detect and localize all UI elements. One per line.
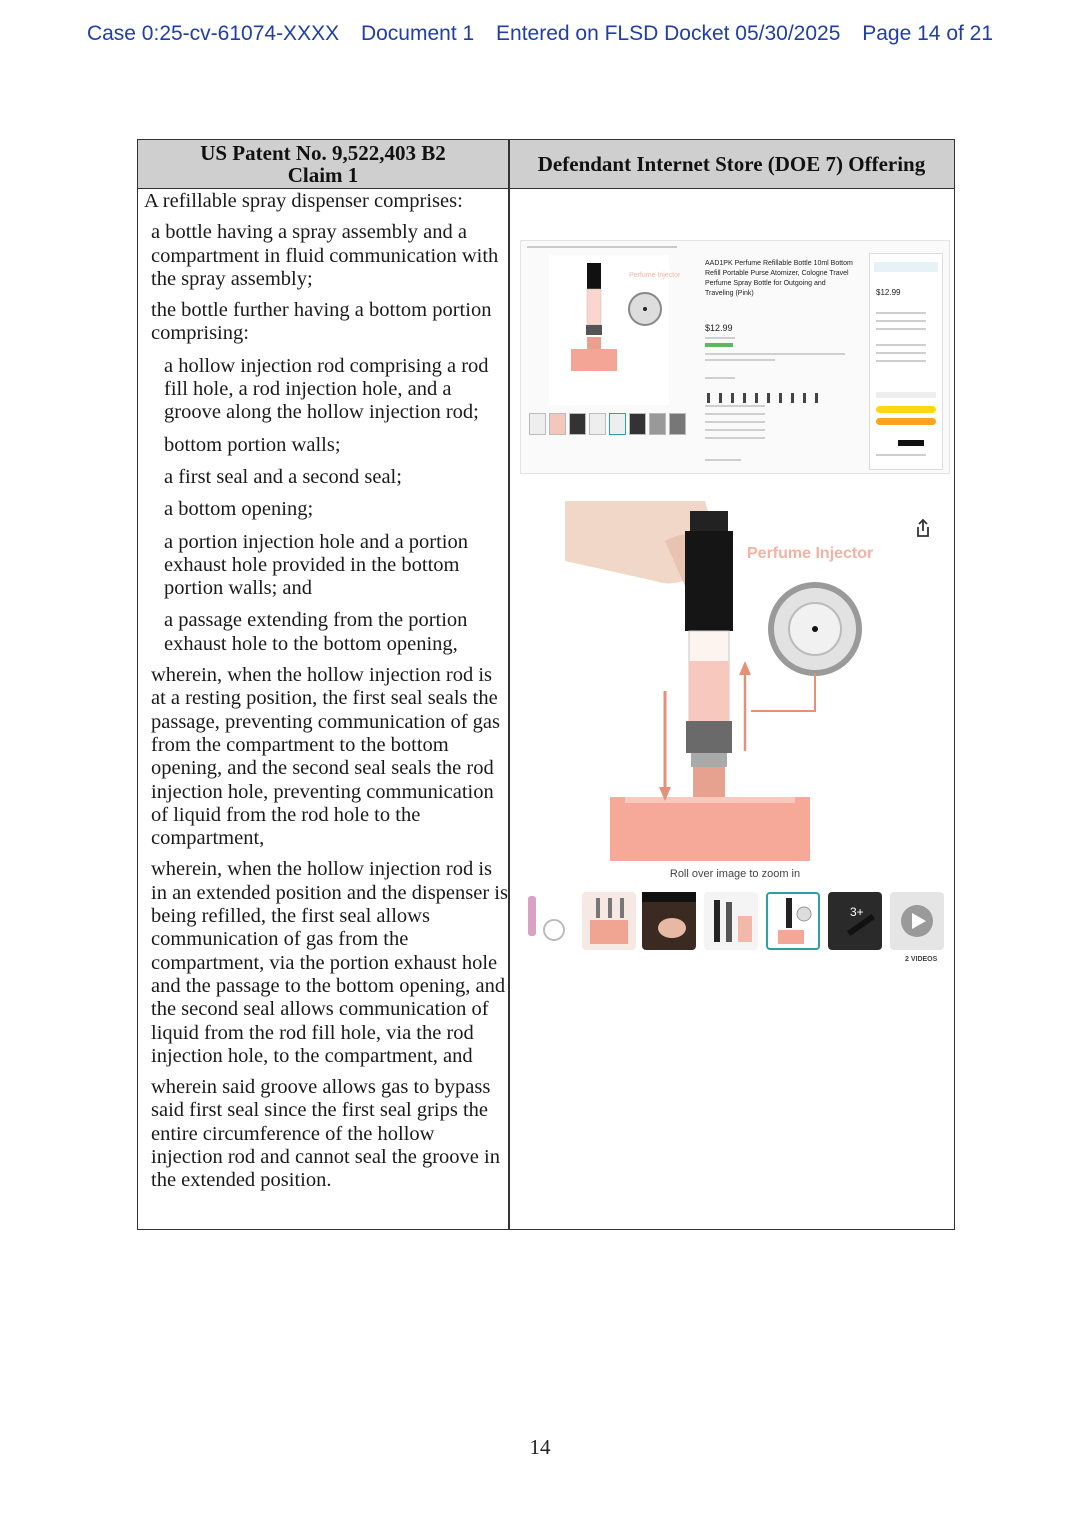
claim-element: a bottle having a spray assembly and a compartment in fluid communication with the spray assembly; [151,221,499,290]
thumb-compare-icon [704,892,758,950]
play-icon [890,892,944,950]
buy-box [869,253,943,470]
thumbnail-selected[interactable] [766,892,820,950]
text-line [705,353,845,355]
docket-entry: Entered on FLSD Docket 05/30/2025 [496,22,841,45]
style-swatch[interactable] [803,393,806,403]
text-line [705,337,735,339]
docket-header [0,22,1080,46]
thumbnail[interactable] [522,892,576,950]
claim-label: Claim 1 [287,163,359,187]
style-swatch[interactable] [743,393,746,403]
listing-thumb[interactable] [549,413,566,435]
breadcrumb [527,246,677,248]
thumb-injector-icon [768,894,818,948]
style-swatch[interactable] [767,393,770,403]
claim-element: a portion injection hole and a portion exhaust hole provided in the bottom portion walls; and [164,530,469,600]
listing-thumb[interactable] [569,413,586,435]
perfume-injector-label: Perfume Injector [747,545,874,562]
text-line [876,344,926,346]
claim-element: A refillable spray dispenser comprises: [144,190,463,212]
table-header-row [138,140,954,189]
document-number: Document 1 [360,22,475,45]
claim-chart-table [137,139,955,1230]
listing-price: $12.99 [705,323,733,333]
text-line [705,429,765,431]
zoom-hint: Roll over image to zoom in [669,868,801,880]
claim-element: a hollow injection rod comprising a rod fill hole, a rod injection hole, and a groove along the hollow injection rod; [164,354,489,424]
claim-element: wherein said groove allows gas to bypass said first seal since the first seal grips the entire circumference of the hollow injection rod and cannot seal the groove in the extended position. [151,1076,500,1192]
thumbnail[interactable] [704,892,758,950]
listing-thumb[interactable] [589,413,606,435]
claim-element: wherein, when the hollow injection rod is in an extended position and the dispenser is being refilled, the first seal allows communication of gas from the compartment, via the portion exhaust hole and the passage to the bottom opening, and the second seal allows communication of liquid from the rod fill hole, via the rod injection hole, to the compartment, and [151,858,508,1067]
style-swatch[interactable] [755,393,758,403]
delivery-banner [874,262,938,272]
listing-thumb[interactable] [649,413,666,435]
thumbnail-more[interactable] [828,892,882,950]
product-main-image [565,501,885,861]
add-to-cart-button[interactable] [876,406,936,413]
videos-label: 2 VIDEOS [905,956,938,963]
text-line [876,352,926,354]
thumb-atomizer-icon [522,892,576,950]
claim-element: a bottom opening; [164,498,314,521]
claim-element: the bottle further having a bottom portion comprising: [151,299,492,345]
text-line [705,413,765,415]
video-thumbnail[interactable] [890,892,944,950]
thumb-more-icon [828,892,882,950]
text-line [876,454,926,456]
text-line [705,459,741,461]
product-listing-screenshot [520,240,950,474]
thumb-bottles-icon [582,892,636,950]
text-line [705,437,765,439]
listing-title: AAD1PK Perfume Refillable Bottle 10ml Bottom Refill Portable Purse Atomizer, Cologne Travel Perfume Spray Bottle for Outgoing and Traveling (Pink) [705,260,853,297]
style-swatch[interactable] [719,393,722,403]
thumb-hand-icon [642,892,696,950]
share-icon[interactable] [912,517,934,539]
quantity-select[interactable] [876,392,936,398]
text-line [705,421,765,423]
thumbnail[interactable] [582,892,636,950]
text-line [705,359,775,361]
listing-thumb[interactable] [529,413,546,435]
listing-thumb[interactable] [629,413,646,435]
text-line [705,377,735,379]
style-swatch[interactable] [791,393,794,403]
style-swatch[interactable] [731,393,734,403]
text-line [876,328,926,330]
buy-now-button[interactable] [876,418,936,425]
redacted-seller [898,440,924,446]
buybox-price: $12.99 [876,288,901,297]
thumbnail[interactable] [642,892,696,950]
claim-element: a first seal and a second seal; [164,465,402,488]
offering-header: Defendant Internet Store (DOE 7) Offering [537,152,926,176]
text-line [876,360,926,362]
patent-header [138,140,508,188]
style-swatch[interactable] [779,393,782,403]
text-line [876,320,926,322]
patent-number: US Patent No. 9,522,403 B2 [200,141,446,165]
claim-element: wherein, when the hollow injection rod is at a resting position, the first seal seals the passage, preventing communication of gas from the compartment to the bottom opening, and the second seal seals the rod injection hole, preventing communication of liquid from the rod hole to the compartment, [151,664,500,850]
text-line [876,312,926,314]
listing-thumb[interactable] [669,413,686,435]
style-swatch[interactable] [815,393,818,403]
offering-evidence [510,190,954,1229]
case-number: Case 0:25-cv-61074-XXXX [86,22,340,45]
more-count: 3+ [850,905,864,919]
claim-text [138,190,508,1193]
listing-image-label: Perfume Injector [629,272,681,279]
claim-element: bottom portion walls; [164,433,341,456]
listing-thumb[interactable] [609,413,626,435]
style-swatch[interactable] [707,393,710,403]
page-indicator: Page 14 of 21 [862,22,994,45]
thumbnail-strip [522,892,952,952]
page-number: 14 [529,1435,551,1459]
claim-element: a passage extending from the portion exhaust hole to the bottom opening, [164,609,468,655]
listing-main-image [549,255,681,405]
text-line [705,405,765,407]
deal-badge [705,343,733,347]
